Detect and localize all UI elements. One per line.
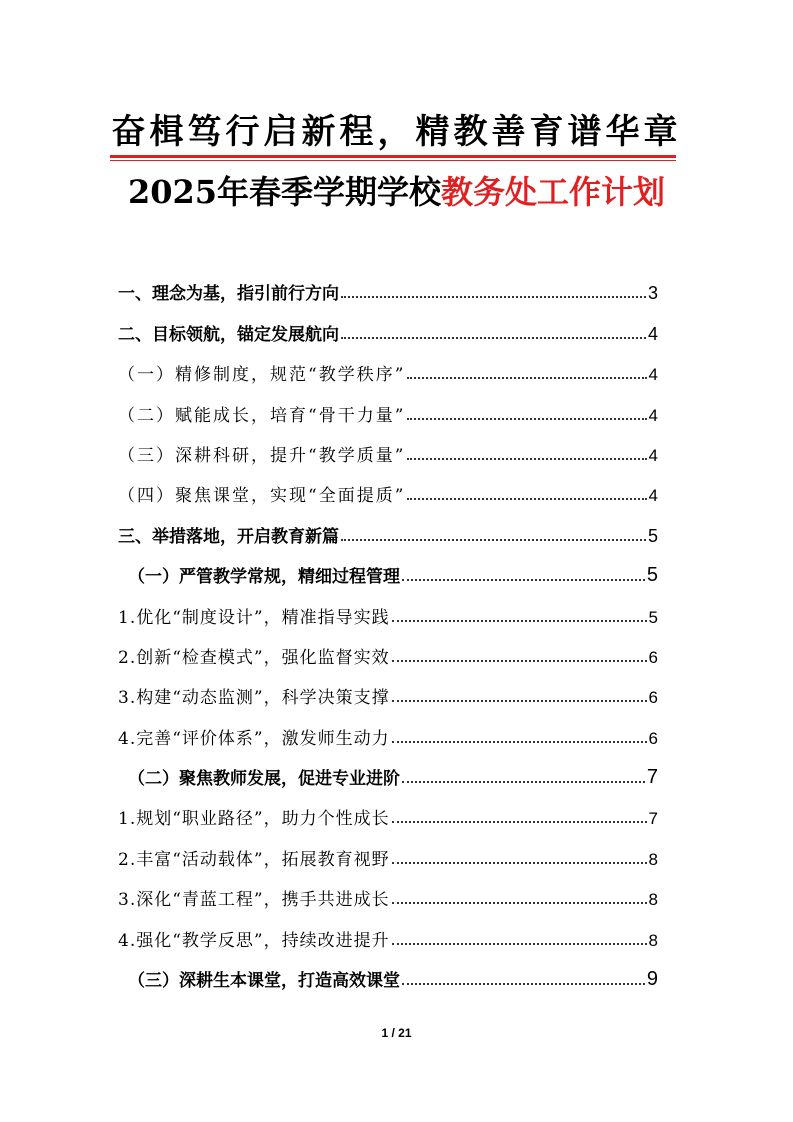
toc-leader-dots (402, 983, 645, 985)
toc-leader-dots (341, 296, 646, 298)
toc-entry-page: 5 (647, 525, 658, 546)
toc-leader-dots (341, 337, 646, 339)
toc-entry-page: 8 (648, 890, 658, 910)
toc-leader-dots (392, 660, 647, 662)
toc-leader-dots (402, 579, 645, 581)
toc-entry-page: 4 (648, 445, 658, 465)
toc-entry-page: 7 (648, 809, 658, 829)
toc-entry[interactable] (118, 628, 658, 668)
subtitle-black-part: 2025年春季学期学校 (127, 173, 442, 211)
toc-entry-label: 2.创新“检查模式”，强化监督实效 (118, 647, 390, 668)
toc-entry-page: 6 (648, 688, 658, 708)
toc-leader-dots (341, 539, 646, 541)
toc-entry-label: 3.深化“青蓝工程”，携手共进成长 (118, 890, 390, 911)
toc-entry[interactable] (118, 426, 658, 466)
table-of-contents (118, 264, 658, 991)
toc-entry[interactable] (118, 708, 658, 748)
title-divider (110, 155, 676, 158)
toc-leader-dots (392, 821, 647, 823)
toc-leader-dots (392, 620, 647, 622)
toc-entry-label: 1.规划“职业路径”，助力个性成长 (118, 809, 390, 830)
toc-entry[interactable] (118, 910, 658, 950)
toc-entry-page: 4 (647, 323, 658, 344)
toc-entry[interactable] (118, 870, 658, 910)
toc-entry[interactable] (118, 789, 658, 829)
toc-entry-label: （一）精修制度，规范“教学秩序” (118, 365, 406, 386)
toc-entry-label: 2.丰富“活动载体”，拓展教育视野 (118, 849, 390, 870)
toc-entry-label: 一、理念为基，指引前行方向 (118, 284, 339, 305)
toc-entry[interactable] (118, 385, 658, 425)
toc-entry-label: （一）严管教学常规，精细过程管理 (128, 567, 400, 588)
toc-leader-dots (392, 862, 647, 864)
toc-entry[interactable] (118, 668, 658, 708)
toc-entry-label: （三）深耕科研，提升“教学质量” (118, 445, 406, 466)
toc-entry-page: 8 (648, 930, 658, 950)
toc-entry[interactable] (118, 506, 658, 546)
toc-entry-label: 4.强化“教学反思”，持续改进提升 (118, 930, 390, 951)
toc-entry-page: 7 (646, 766, 658, 789)
toc-entry-page: 8 (648, 849, 658, 869)
toc-entry-page: 6 (648, 728, 658, 748)
toc-leader-dots (392, 700, 647, 702)
page-indicator: 1 / 21 (381, 1026, 412, 1040)
document-title: 奋楫笃行启新程，精教善育谱华章 (111, 112, 682, 152)
toc-entry-page: 5 (646, 564, 658, 587)
toc-entry[interactable] (118, 829, 658, 869)
toc-entry-label: 三、举措落地，开启教育新篇 (118, 526, 339, 547)
toc-entry-page: 4 (648, 365, 658, 385)
toc-entry-label: （四）聚焦课堂，实现“全面提质” (118, 486, 406, 507)
toc-entry-page: 6 (648, 647, 658, 667)
toc-entry[interactable] (118, 466, 658, 506)
toc-entry-label: 二、目标领航，锚定发展航向 (118, 324, 339, 345)
toc-entry[interactable] (118, 587, 658, 627)
toc-leader-dots (392, 902, 647, 904)
toc-entry[interactable] (118, 345, 658, 385)
subtitle-red-part: 教务处工作计划 (441, 173, 666, 211)
toc-entry[interactable] (118, 951, 658, 991)
toc-leader-dots (407, 458, 646, 460)
toc-entry-page: 5 (648, 607, 658, 627)
toc-entry-page: 4 (648, 486, 658, 506)
toc-leader-dots (392, 741, 647, 743)
toc-entry-page: 3 (647, 283, 658, 304)
toc-entry[interactable] (118, 547, 658, 587)
document-subtitle (0, 167, 793, 213)
toc-entry-label: 4.完善“评价体系”，激发师生动力 (118, 728, 390, 749)
toc-entry[interactable] (118, 304, 658, 344)
toc-entry-label: （三）深耕生本课堂，打造高效课堂 (128, 971, 400, 992)
toc-leader-dots (407, 377, 646, 379)
toc-entry-page: 4 (648, 405, 658, 425)
toc-entry-label: （二）聚焦教师发展，促进专业进阶 (128, 769, 400, 790)
toc-leader-dots (407, 418, 646, 420)
toc-entry-label: （二）赋能成长，培育“骨干力量” (118, 405, 406, 426)
title-divider-thin (110, 160, 676, 161)
toc-entry-label: 1.优化“制度设计”，精准指导实践 (118, 607, 390, 628)
toc-leader-dots (407, 498, 646, 500)
toc-entry[interactable] (118, 264, 658, 304)
toc-entry-label: 3.构建“动态监测”，科学决策支撑 (118, 688, 390, 709)
toc-entry[interactable] (118, 749, 658, 789)
toc-leader-dots (402, 781, 645, 783)
toc-leader-dots (392, 943, 647, 945)
toc-entry-page: 9 (646, 968, 658, 991)
